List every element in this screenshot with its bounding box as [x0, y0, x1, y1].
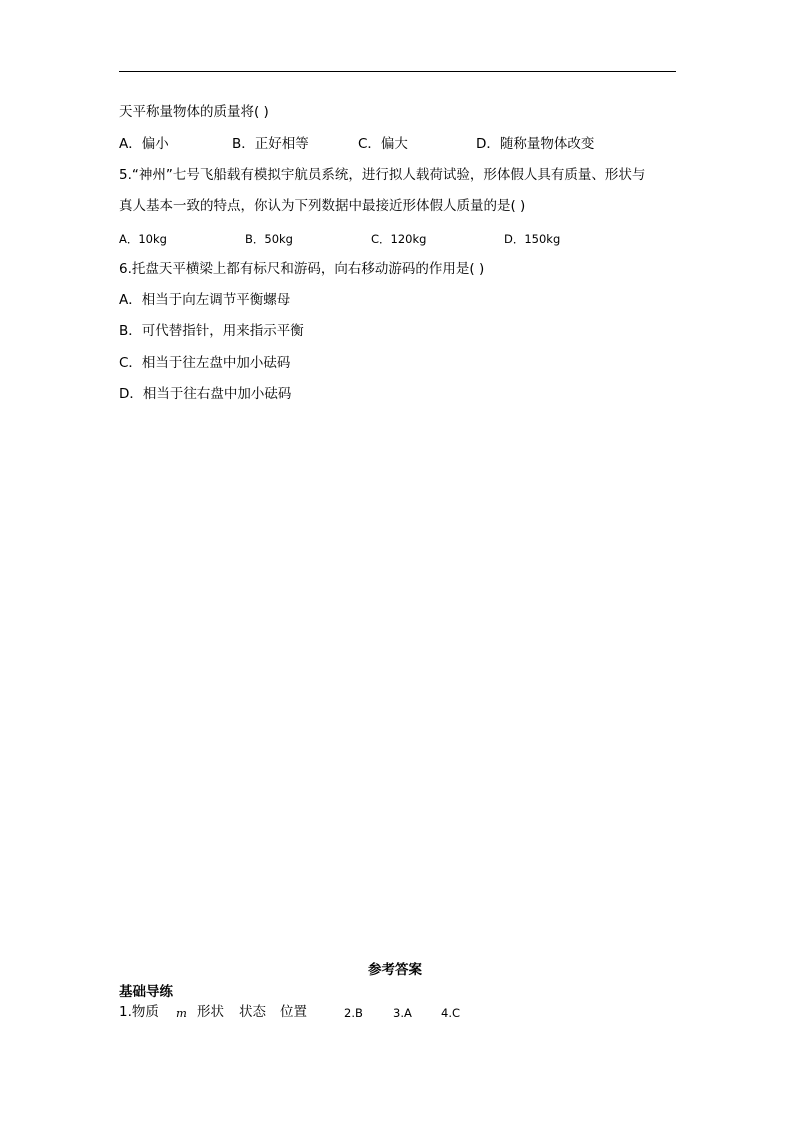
answer-1-m: m [176, 1006, 187, 1020]
q4-option-a: A．偏小 [119, 136, 169, 152]
q4-option-c: C．偏大 [358, 136, 408, 152]
answer-1-label: 1.物质 [119, 1004, 159, 1020]
q5-option-c: C．120kg [371, 232, 427, 246]
answers-section-title: 基础导练 [119, 984, 173, 1000]
answer-1-position: 位置 [280, 1004, 307, 1020]
q6-option-d: D．相当于往右盘中加小砝码 [119, 386, 292, 402]
q6-option-a: A．相当于向左调节平衡螺母 [119, 292, 291, 308]
q5-option-b: B．50kg [245, 232, 293, 246]
answer-2: 2.B [344, 1006, 363, 1020]
q5-stem-line1: 5.“神州”七号飞船载有模拟宇航员系统，进行拟人载荷试验，形体假人具有质量、形状与 [119, 167, 646, 183]
answer-1-state: 状态 [239, 1004, 266, 1020]
answer-3: 3.A [393, 1006, 412, 1020]
q5-option-d: D．150kg [504, 232, 561, 246]
q5-stem-line2: 真人基本一致的特点，你认为下列数据中最接近形体假人质量的是( ) [119, 198, 526, 214]
q6-option-c: C．相当于往左盘中加小砝码 [119, 355, 291, 371]
answer-1-shape: 形状 [197, 1004, 224, 1020]
q6-option-b: B．可代替指针，用来指示平衡 [119, 323, 304, 339]
q6-stem: 6.托盘天平横梁上都有标尺和游码，向右移动游码的作用是( ) [119, 261, 485, 277]
header-rule [119, 71, 676, 72]
q5-option-a: A．10kg [119, 232, 167, 246]
answers-title: 参考答案 [368, 962, 422, 978]
q4-option-d: D．随称量物体改变 [476, 136, 595, 152]
q4-option-b: B．正好相等 [232, 136, 309, 152]
q4-stem: 天平称量物体的质量将( ) [119, 104, 269, 120]
answer-4: 4.C [441, 1006, 461, 1020]
